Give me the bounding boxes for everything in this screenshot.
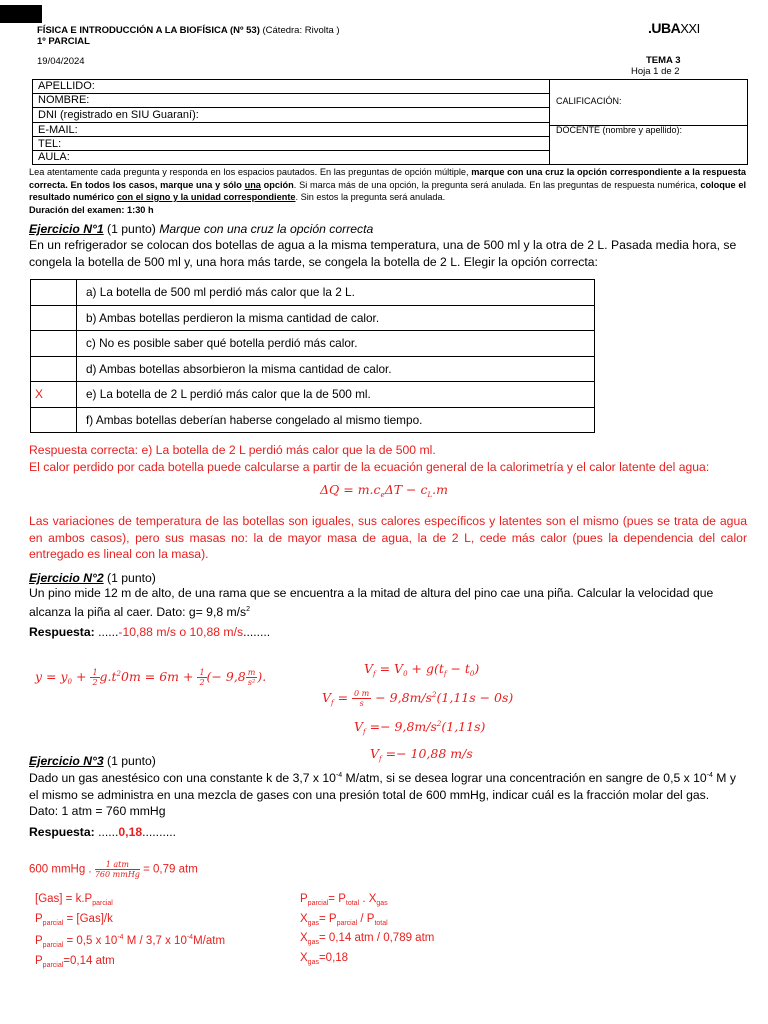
field-calificacion: CALIFICACIÓN: — [556, 96, 622, 106]
field-dni: DNI (registrado en SIU Guaraní): — [38, 109, 199, 121]
field-aula: AULA: — [38, 151, 70, 163]
option-mark[interactable]: X — [31, 382, 77, 407]
ex2-statement: Un pino mide 12 m de alto, de una rama que se encuentra a la mitad de altura del pino cae una piña. Calcular la velocidad que alcanza la piña al caer. Dato: g= 9,8 $m/s^2$ — [29, 586, 714, 619]
ex1-options-table — [30, 279, 595, 433]
calorimetry-equation: $\Delta Q = m.c_e\Delta T - c_L.m$ — [320, 482, 448, 499]
course-title: FÍSICA E INTRODUCCIÓN A LA BIOFÍSICA (Nº 53) (Cátedra: Rivolta ) — [37, 25, 340, 36]
field-apellido: APELLIDO: — [38, 80, 95, 92]
ex1-explanation: Las variaciones de temperatura de las botellas son iguales, sus calores específicos y latentes son el mismo (pues se trata de agua en ambos casos), pero sus masas no: la de mayor masa de agua, la de 2 L, cede más calor (pues la dependencia del calor entregado es lineal con la masa). — [29, 514, 747, 561]
ex2-velocity-equations: $V_f = V_0 + g(t_f - t_0)$ $V_f$ = $\frac{0 m}{s}$ − $9,8m/s^2(1,11s - 0s)$ $V_f =- 9,8m/s^2(1,11s)$ $V_f =- 10,88$ m/s — [322, 661, 514, 763]
field-email: E-MAIL: — [38, 124, 78, 136]
ex3-right-calculations: $P_{parcial}= P_{total}$ . $X_{gas}$ $X_{gas}= P_{parcial} / P_{total}$ $X_{gas}= 0,14$ atm / 0,789 atm $X_{gas}=0,18$ — [300, 893, 435, 966]
option-mark[interactable] — [31, 331, 77, 356]
option-row[interactable]: f) Ambas botellas deberían haberse congelado al mismo tiempo. — [31, 408, 594, 433]
ex3-answer: Respuesta: ......0,18.......... — [29, 825, 177, 839]
ex1-statement: En un refrigerador se colocan dos botellas de agua a la misma temperatura, una de 500 ml y la otra de 2 L. Pasada media hora, se congela la botella de 500 ml y, una hora más tarde, se congela la botella de 2 L. Elegir la opción correcta: — [29, 238, 737, 269]
option-mark[interactable] — [31, 408, 77, 433]
option-row[interactable]: d) Ambas botellas absorbieron la misma cantidad de calor. — [31, 357, 594, 383]
page-counter: Hoja 1 de 2 — [631, 66, 680, 77]
option-mark[interactable] — [31, 357, 77, 382]
exam-date: 19/04/2024 — [37, 56, 85, 67]
ex3-unit-conversion: 600 mmHg . $\frac{\text{1 atm}}{\text{760 mmHg}}$ = 0,79 atm — [29, 860, 198, 879]
ex2-heading: Ejercicio N°2 (1 punto) — [29, 571, 156, 585]
uba-logo: .UBAXXI — [648, 20, 700, 36]
tema-label: TEMA 3 — [646, 55, 681, 66]
option-row[interactable]: c) No es posible saber qué botella perdió más calor. — [31, 331, 594, 357]
field-docente: DOCENTE (nombre y apellido): — [556, 125, 683, 135]
option-row[interactable]: b) Ambas botellas perdieron la misma cantidad de calor. — [31, 306, 594, 332]
option-row[interactable]: X e) La botella de 2 L perdió más calor que la de 500 ml. — [31, 382, 594, 408]
student-id-table — [32, 79, 748, 165]
ex2-answer: Respuesta: ......-10,88 m/s o 10,88 m/s........ — [29, 625, 271, 639]
option-row[interactable]: a) La botella de 500 ml perdió más calor que la 2 L. — [31, 280, 594, 306]
ex1-answer: Respuesta correcta: e) La botella de 2 L perdió más calor que la de 500 ml. El calor perdido por cada botella puede calcularse a partir de la ecuación general de la calorimetría y el calor latente del agua: — [29, 443, 710, 474]
instructions: Lea atentamente cada pregunta y responda en los espacios pautados. En las preguntas de opción múltiple, marque con una cruz la opción correspondiente a la respuesta correcta. En todos los casos, marque una y sólo una opción. Si marca más de una opción, la pregunta será anulada. En las preguntas de respuesta numérica, coloque el resultado numérico con el signo y la unidad correspondiente. Sin estos la pregunta será anulada. Duración del examen: 1:30 h — [29, 167, 747, 215]
redaction-bar — [0, 5, 42, 23]
exam-name: 1º PARCIAL — [37, 36, 90, 47]
option-mark[interactable] — [31, 306, 77, 331]
field-tel: TEL: — [38, 138, 62, 150]
field-nombre: NOMBRE: — [38, 94, 90, 106]
ex3-statement: Dado un gas anestésico con una constante k de 3,7 x $10^{-4}$ M/atm, si se desea lograr una concentración en sangre de 0,5 x $10^{-4}$ M y el mismo se administra en una mezcla de gases con una presión total de 600 mmHg, indicar cuál es la fracción molar del gas. Dato: 1 atm = 760 mmHg — [29, 771, 736, 818]
ex3-heading: Ejercicio N°3 (1 punto) — [29, 754, 156, 768]
option-mark[interactable] — [31, 280, 77, 305]
ex2-position-equation: $y = y_0$ + $\frac{1}{2}$ $g.t^20m = 6m$ + $\frac{1}{2}$ (− 9,8 $\frac{m}{\text{s²}}$ ). — [35, 668, 267, 687]
ex1-heading: Ejercicio N°1 (1 punto) Marque con una cruz la opción correcta — [29, 222, 374, 236]
ex3-left-calculations: $[Gas] = k.P_{parcial}$ $P_{parcial} = [Gas]/k$ $P_{parcial} = 0,5$ x $10^{-4}$ M / 3,7 x $10^{-4}M$/atm $P_{parcial}=0,14$ atm — [35, 893, 226, 969]
